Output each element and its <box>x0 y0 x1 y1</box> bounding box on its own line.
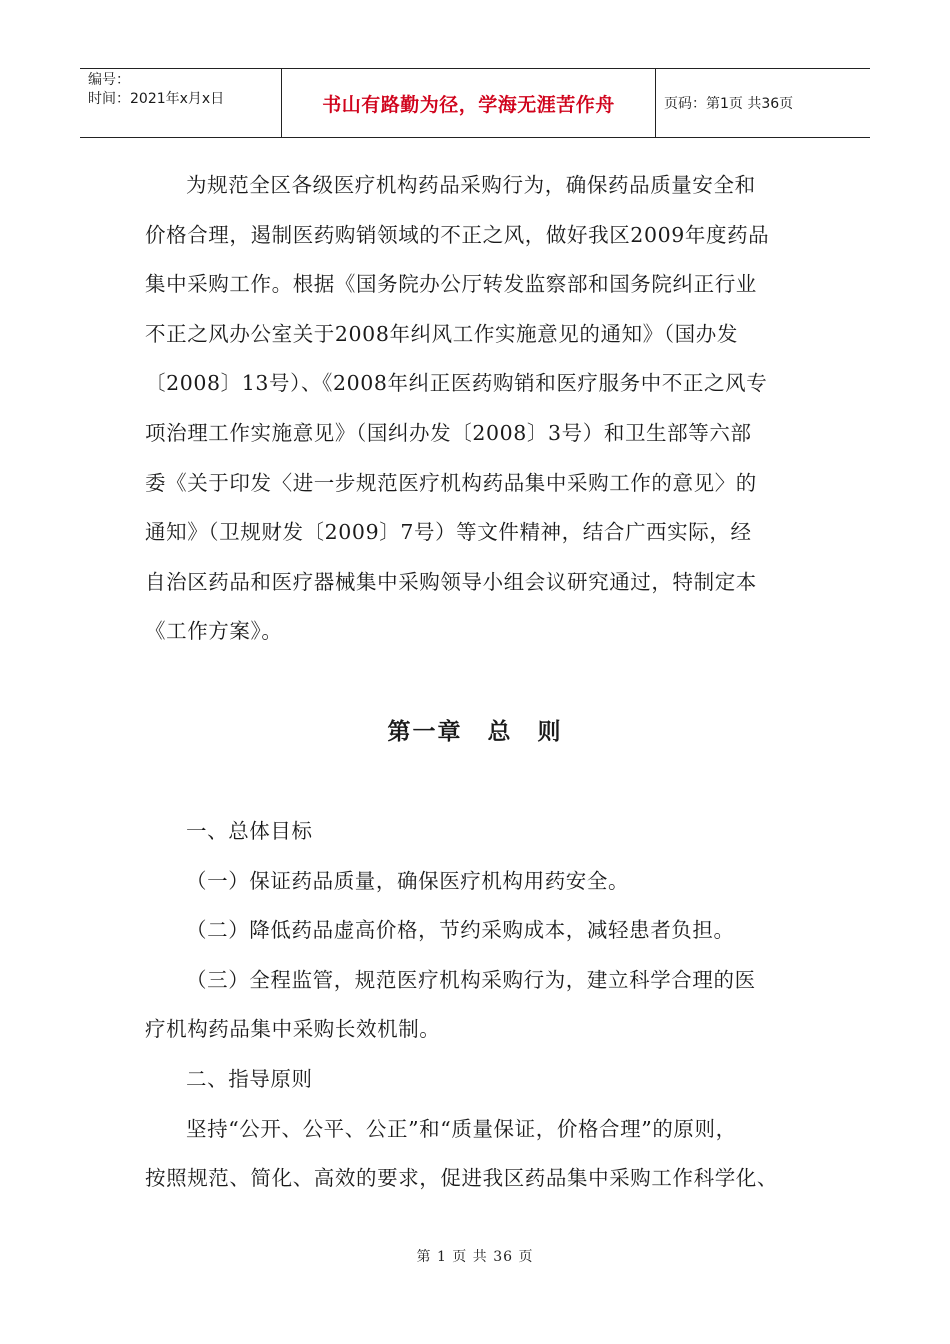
document-time-label: 时间：2021年x月x日 <box>88 91 225 107</box>
chapter-title: 第一章 总 则 <box>387 719 563 745</box>
page-header <box>80 68 870 138</box>
intro-line: 〔2008〕13号）、《2008年纠正医药购销和医疗服务中不正之风专 <box>145 371 768 396</box>
page-footer: 第 1 页 共 36 页 <box>416 1249 534 1265</box>
intro-line: 通知》（卫规财发〔2009〕7号）等文件精神，结合广西实际，经 <box>145 520 752 545</box>
body-line: 坚持“公开、公平、公正”和“质量保证，价格合理”的原则， <box>186 1116 737 1141</box>
intro-line: 为规范全区各级医疗机构药品采购行为，确保药品质量安全和 <box>186 173 756 197</box>
header-page-info: 页码：第1页 共36页 <box>664 96 794 112</box>
section-heading: 一、总体目标 <box>186 819 313 843</box>
header-meta <box>80 69 282 137</box>
intro-line: 自治区药品和医疗器械集中采购领导小组会议研究通过，特制定本 <box>145 569 757 594</box>
intro-paragraph <box>145 161 807 657</box>
intro-line: 《工作方案》。 <box>145 619 283 644</box>
section-heading: 二、指导原则 <box>186 1066 313 1091</box>
chapter-body <box>145 807 807 1204</box>
document-number-label: 编号： <box>88 72 130 88</box>
intro-line: 集中采购工作。根据《国务院办公厅转发监察部和国务院纠正行业 <box>145 272 757 297</box>
list-item: （三）全程监管，规范医疗机构采购行为，建立科学合理的医 <box>186 967 756 992</box>
intro-line: 委《关于印发〈进一步规范医疗机构药品集中采购工作的意见〉的 <box>145 470 757 495</box>
list-item-continuation: 疗机构药品集中采购长效机制。 <box>145 1017 441 1042</box>
header-motto: 书山有路勤为径，学海无涯苦作舟 <box>282 69 656 137</box>
intro-line: 项治理工作实施意见》（国纠办发〔2008〕3号）和卫生部等六部 <box>145 420 752 445</box>
intro-line: 价格合理，遏制医药购销领域的不正之风，做好我区2009年度药品 <box>145 222 770 247</box>
list-item: （一）保证药品质量，确保医疗机构用药安全。 <box>186 868 630 893</box>
list-item: （二）降低药品虚高价格，节约采购成本，减轻患者负担。 <box>186 918 735 943</box>
intro-line: 不正之风办公室关于2008年纠风工作实施意见的通知》（国办发 <box>145 321 738 346</box>
body-line: 按照规范、简化、高效的要求，促进我区药品集中采购工作科学化、 <box>145 1166 778 1191</box>
